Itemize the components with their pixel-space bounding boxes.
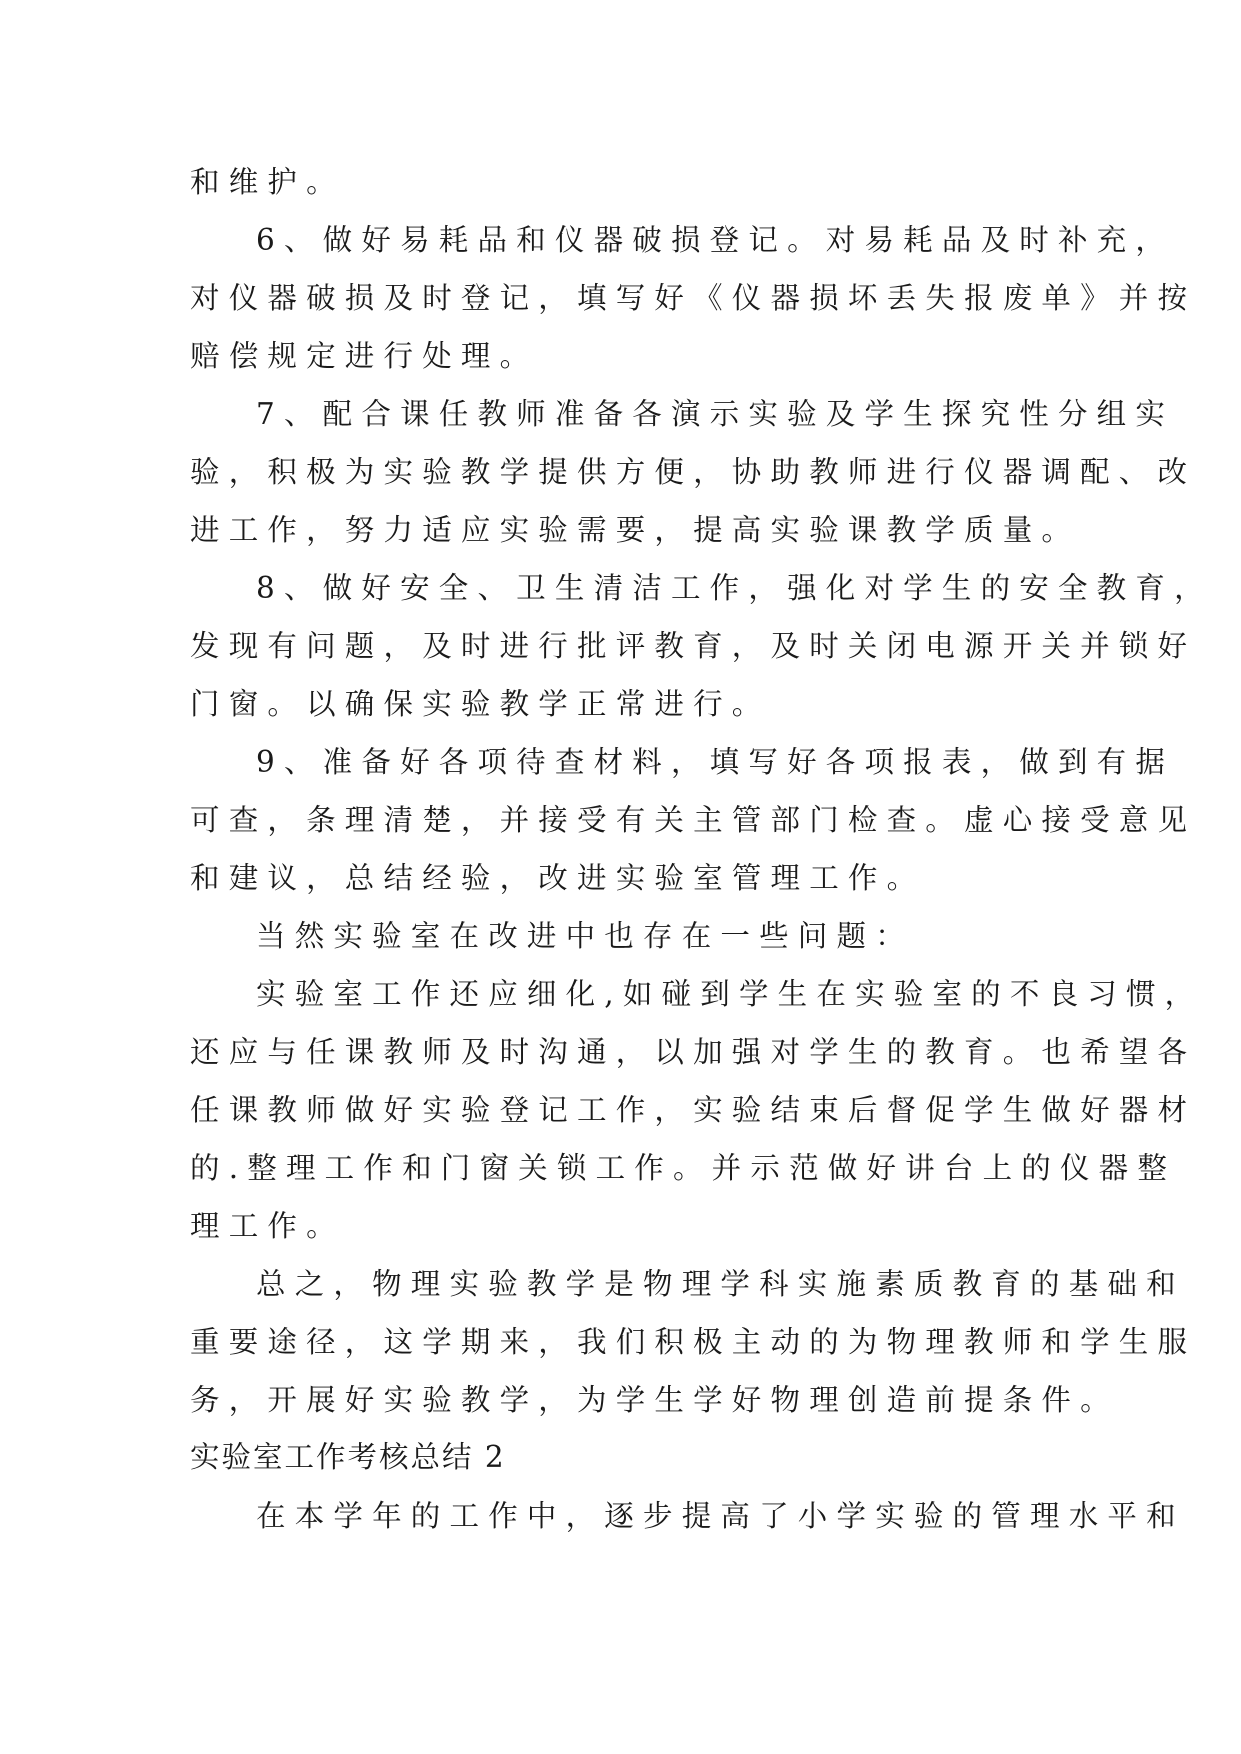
text-line: 7、配合课任教师准备各演示实验及学生探究性分组实 (256, 397, 1175, 431)
text-line: 和维护。 (190, 165, 345, 199)
text-line: 实验室工作还应细化,如碰到学生在实验室的不良习惯， (256, 977, 1204, 1011)
text-line: 还应与任课教师及时沟通，以加强对学生的教育。也希望各 (190, 1035, 1197, 1069)
text-line: 门窗。以确保实验教学正常进行。 (190, 687, 771, 721)
text-line: 务，开展好实验教学，为学生学好物理创造前提条件。 (190, 1383, 1119, 1417)
text-line: 可查，条理清楚，并接受有关主管部门检查。虚心接受意见 (190, 803, 1197, 837)
text-line: 的.整理工作和门窗关锁工作。并示范做好讲台上的仪器整 (190, 1151, 1177, 1185)
text-line: 总之，物理实验教学是物理学科实施素质教育的基础和 (256, 1267, 1185, 1301)
text-line: 和建议，总结经验，改进实验室管理工作。 (190, 861, 926, 895)
text-line: 验，积极为实验教学提供方便，协助教师进行仪器调配、改 (190, 455, 1197, 489)
text-line: 进工作，努力适应实验需要，提高实验课教学质量。 (190, 513, 1081, 547)
text-line: 9、准备好各项待查材料，填写好各项报表，做到有据 (256, 745, 1175, 779)
text-line: 重要途径，这学期来，我们积极主动的为物理教师和学生服 (190, 1325, 1197, 1359)
text-line: 对仪器破损及时登记，填写好《仪器损坏丢失报废单》并按 (190, 281, 1197, 315)
text-line: 理工作。 (190, 1209, 345, 1243)
text-line: 在本学年的工作中，逐步提高了小学实验的管理水平和 (256, 1499, 1185, 1533)
text-line: 8、做好安全、卫生清洁工作，强化对学生的安全教育， (256, 571, 1213, 605)
text-line: 当然实验室在改进中也存在一些问题： (256, 919, 914, 953)
text-line: 6、做好易耗品和仪器破损登记。对易耗品及时补充， (256, 223, 1175, 257)
text-line: 发现有问题，及时进行批评教育，及时关闭电源开关并锁好 (190, 629, 1197, 663)
text-line: 赔偿规定进行处理。 (190, 339, 539, 373)
text-line: 任课教师做好实验登记工作，实验结束后督促学生做好器材 (190, 1093, 1197, 1127)
section-heading: 实验室工作考核总结 2 (190, 1440, 506, 1474)
